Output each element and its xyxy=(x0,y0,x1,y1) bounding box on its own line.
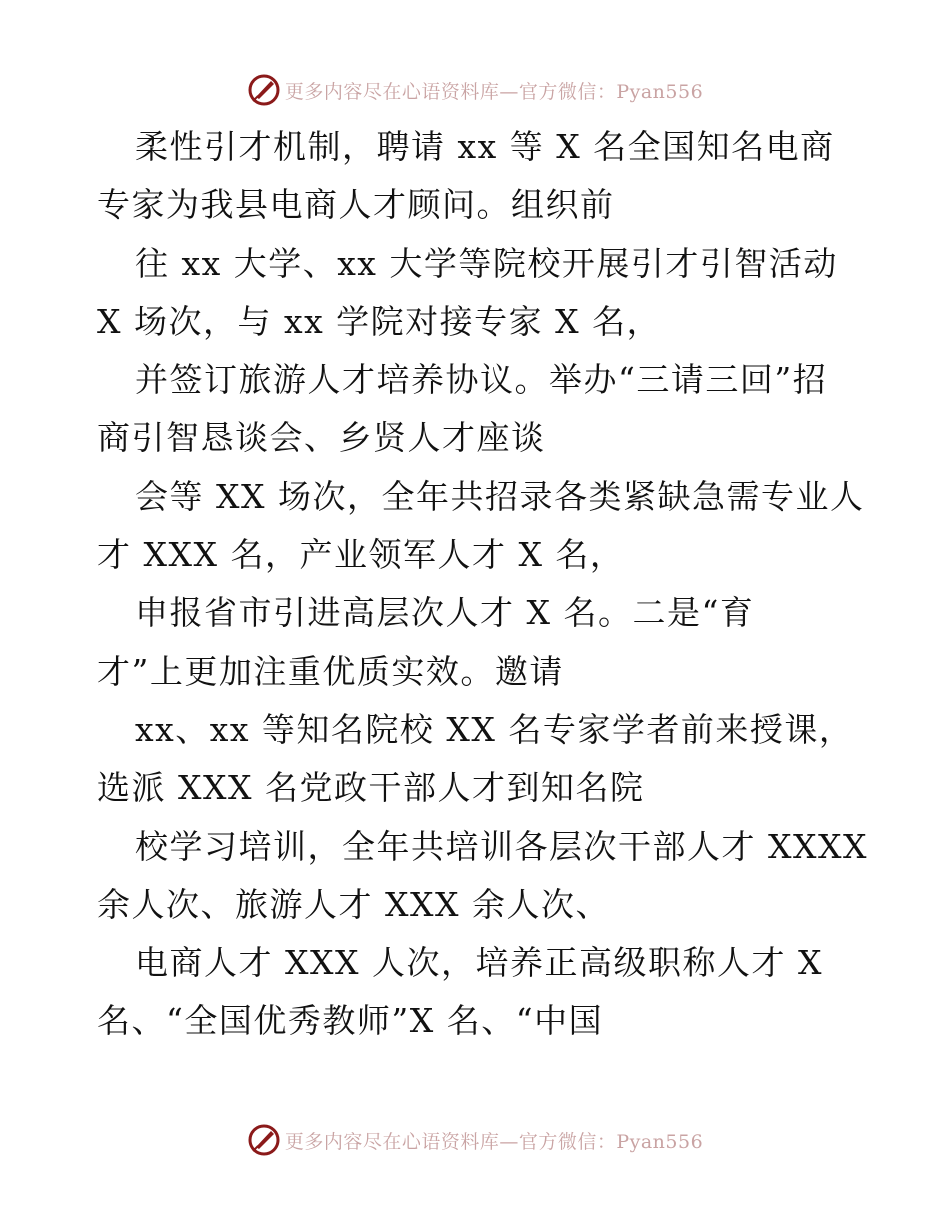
text-line: 会等 XX 场次，全年共招录各类紧缺急需专业人 xyxy=(135,476,865,516)
text-line: 往 xx 大学、xx 大学等院校开展引才引智活动 xyxy=(135,243,838,283)
text-line: 申报省市引进高层次人才 X 名。二是“育 xyxy=(135,593,755,633)
text-line: 柔性引才机制，聘请 xx 等 X 名全国知名电商 xyxy=(135,127,835,166)
header-watermark xyxy=(0,70,950,110)
quill-pen-circle-icon xyxy=(247,73,281,107)
text-line: 选派 XXX 名党政干部人才到知名院 xyxy=(97,768,645,808)
text-line: 并签订旅游人才培养协议。举办“三请三回”招 xyxy=(135,360,828,400)
text-line: 才 XXX 名，产业领军人才 X 名， xyxy=(97,535,625,575)
text-line: 才”上更加注重优质实效。邀请 xyxy=(97,651,564,691)
header-watermark-text: 更多内容尽在心语资料库—官方微信：Pyan556 xyxy=(284,80,704,103)
footer-watermark-text: 更多内容尽在心语资料库—官方微信：Pyan556 xyxy=(284,1130,704,1153)
footer-watermark xyxy=(0,1120,950,1160)
text-line: 名、“全国优秀教师”X 名、“中国 xyxy=(97,1001,604,1041)
text-line: xx、xx 等知名院校 XX 名专家学者前来授课， xyxy=(135,709,854,749)
text-line: 余人次、旅游人才 XXX 余人次、 xyxy=(97,884,610,924)
text-line: 商引智恳谈会、乡贤人才座谈 xyxy=(97,418,546,458)
text-line: X 场次，与 xx 学院对接专家 X 名， xyxy=(97,301,662,341)
text-line: 电商人才 XXX 人次，培养正高级职称人才 X xyxy=(135,943,823,983)
text-line: 专家为我县电商人才顾问。组织前 xyxy=(97,185,615,225)
document-body xyxy=(97,118,868,1051)
quill-pen-circle-icon xyxy=(247,1123,281,1157)
text-line: 校学习培训，全年共培训各层次干部人才 XXXX xyxy=(135,826,868,866)
